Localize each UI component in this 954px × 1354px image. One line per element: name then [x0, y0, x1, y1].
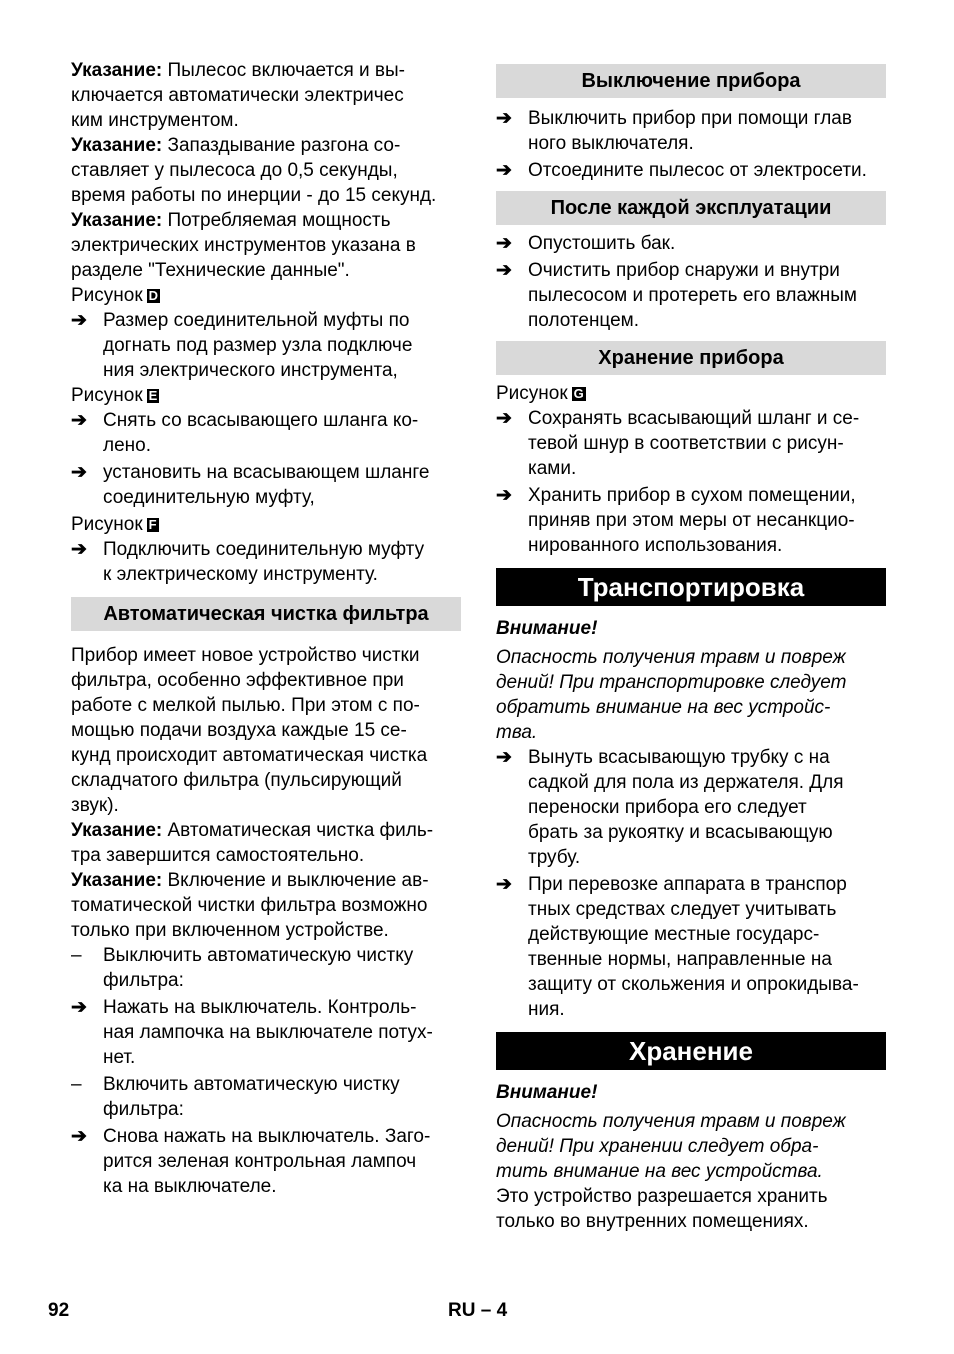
body-paragraph: Прибор имеет новое устройство чистки фильтра, особенно эффективное при работе с мелкой пылью. При этом с по- мощью подачи воздуха каждые 15 се- кунд происходит автоматическая чистка складчатого фильтра (пульсирующий звук). [71, 645, 428, 816]
section-heading-after-each-use: После каждой эксплуатации [496, 191, 886, 225]
note-paragraph: Указание: Автоматическая чистка филь- тра завершится самостоятельно. [71, 820, 434, 866]
instruction-item: ➔ Вынуть всасывающую трубку с на садкой для пола из держателя. Для переноски прибора его следует брать за рукоятку и всасывающую трубу. [496, 747, 844, 868]
instruction-item: ➔ Нажать на выключатель. Контроль- ная лампочка на выключателе потух- нет. [71, 997, 433, 1068]
dash-marker: – [71, 945, 82, 966]
section-heading-switch-off: Выключение прибора [496, 64, 886, 98]
note-label: Указание: [71, 210, 163, 231]
instruction-item: ➔ Подключить соединительную муфту к электрическому инструменту. [71, 539, 425, 585]
note-label: Указание: [71, 60, 163, 81]
arrow-icon: ➔ [496, 233, 512, 254]
text-line: разделе "Технические данные". [71, 260, 350, 281]
note-paragraph [71, 133, 461, 208]
instruction-item: ➔ Сохранять всасывающий шланг и се- тевой шнур в соответствии с рисун- ками. [496, 408, 860, 479]
arrow-icon: ➔ [496, 874, 512, 895]
chapter-heading-storage: Хранение [496, 1032, 886, 1070]
warning-title: Внимание! [496, 1082, 598, 1103]
text-line: ставляет у пылесоса до 0,5 секунды, [71, 160, 398, 181]
arrow-icon: ➔ [496, 260, 512, 281]
note-paragraph [71, 208, 461, 283]
text-line: время работы по инерции - до 15 секунд. [71, 185, 437, 206]
arrow-icon: ➔ [496, 408, 512, 429]
arrow-icon: ➔ [496, 108, 512, 129]
dash-item: – Включить автоматическую чистку фильтра: [71, 1074, 400, 1120]
instruction-item: ➔ Выключить прибор при помощи глав ного выключателя. [496, 108, 852, 154]
text-line: ким инструментом. [71, 110, 239, 131]
arrow-icon: ➔ [496, 747, 512, 768]
figure-label-f: F [148, 517, 157, 532]
right-column [496, 58, 886, 1234]
left-column [71, 58, 461, 1199]
note-paragraph [71, 58, 461, 133]
section-indicator: RU – 4 [448, 1300, 508, 1321]
instruction-item: ➔ Очистить прибор снаружи и внутри пылесосом и протереть его влажным полотенцем. [496, 260, 857, 331]
body-paragraph: Это устройство разрешается хранить только во внутренних помещениях. [496, 1186, 828, 1232]
figure-label-g: G [573, 386, 584, 401]
warning-text: Опасность получения травм и повреж дений! При хранении следует обра- тить внимание на вес устройства. [496, 1111, 846, 1182]
dash-marker: – [71, 1074, 82, 1095]
text-line: электрических инструментов указана в [71, 235, 416, 256]
instruction-item: ➔ При перевозке аппарата в транспор тных средствах следует учитывать действующие местные государс- твенные нормы, направленные на защиту от скольжения и опрокидыва- ния. [496, 874, 859, 1020]
warning-text: Опасность получения травм и повреж дений! При транспортировке следует обратить внимание на вес устройс- тва. [496, 647, 847, 743]
figure-reference-f: Рисунок F [71, 514, 157, 535]
page-number: 92 [48, 1300, 70, 1321]
figure-label-d: D [148, 288, 159, 303]
instruction-item: ➔ установить на всасывающем шланге соединительную муфту, [71, 462, 430, 508]
dash-item: – Выключить автоматическую чистку фильтра: [71, 945, 414, 991]
arrow-icon: ➔ [71, 462, 87, 483]
text-line: Пылесос включается и вы- [167, 60, 405, 81]
arrow-icon: ➔ [496, 160, 512, 181]
section-heading-auto-filter-cleaning: Автоматическая чистка фильтра [71, 597, 461, 631]
figure-reference-g: Рисунок G [496, 383, 584, 404]
instruction-item: ➔ Размер соединительной муфты по догнать под размер узла подключе ния электрического инструмента, [71, 310, 413, 381]
arrow-icon: ➔ [71, 410, 87, 431]
note-paragraph: Указание: Включение и выключение ав- томатической чистки фильтра возможно только при включенном устройстве. [71, 870, 429, 941]
instruction-item: ➔ Снова нажать на выключатель. Заго- рится зеленая контрольная лампоч ка на выключателе. [71, 1126, 431, 1197]
figure-reference-d: Рисунок D [71, 285, 159, 306]
arrow-icon: ➔ [71, 539, 87, 560]
arrow-icon: ➔ [496, 485, 512, 506]
chapter-heading-transport: Транспортировка [496, 568, 886, 606]
instruction-item: ➔ Опустошить бак. [496, 233, 676, 254]
text-line: Запаздывание разгона со- [167, 135, 401, 156]
arrow-icon: ➔ [71, 1126, 87, 1147]
warning-title: Внимание! [496, 618, 598, 639]
figure-reference-e: Рисунок E [71, 385, 158, 406]
note-label: Указание: [71, 135, 163, 156]
instruction-item: ➔ Отсоедините пылесос от электросети. [496, 160, 867, 181]
arrow-icon: ➔ [71, 997, 87, 1018]
note-label: Указание: [71, 820, 163, 841]
instruction-item: ➔ Снять со всасывающего шланга ко- лено. [71, 410, 419, 456]
note-label: Указание: [71, 870, 163, 891]
instruction-item: ➔ Хранить прибор в сухом помещении, приняв при этом меры от несанкцио- нированного использования. [496, 485, 856, 556]
text-line: ключается автоматически электричес [71, 85, 404, 106]
arrow-icon: ➔ [71, 310, 87, 331]
figure-label-e: E [148, 388, 158, 403]
text-line: Потребляемая мощность [167, 210, 391, 231]
section-heading-device-storage: Хранение прибора [496, 341, 886, 375]
